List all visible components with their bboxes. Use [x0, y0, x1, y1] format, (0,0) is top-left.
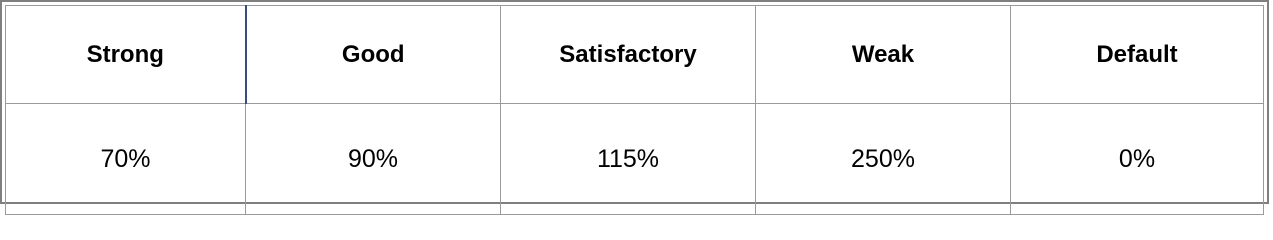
rating-table	[5, 5, 1264, 215]
table-header-row	[6, 6, 1264, 104]
value-cell-weak: 250%	[756, 104, 1011, 215]
value-cell-default: 0%	[1011, 104, 1264, 215]
value-cell-good: 90%	[246, 104, 501, 215]
value-cell-satisfactory: 115%	[501, 104, 756, 215]
value-cell-strong: 70%	[6, 104, 246, 215]
header-cell-strong: Strong	[6, 6, 246, 104]
header-cell-good: Good	[246, 6, 501, 104]
header-cell-weak: Weak	[756, 6, 1011, 104]
header-cell-default: Default	[1011, 6, 1264, 104]
table-row	[6, 104, 1264, 215]
header-cell-satisfactory: Satisfactory	[501, 6, 756, 104]
